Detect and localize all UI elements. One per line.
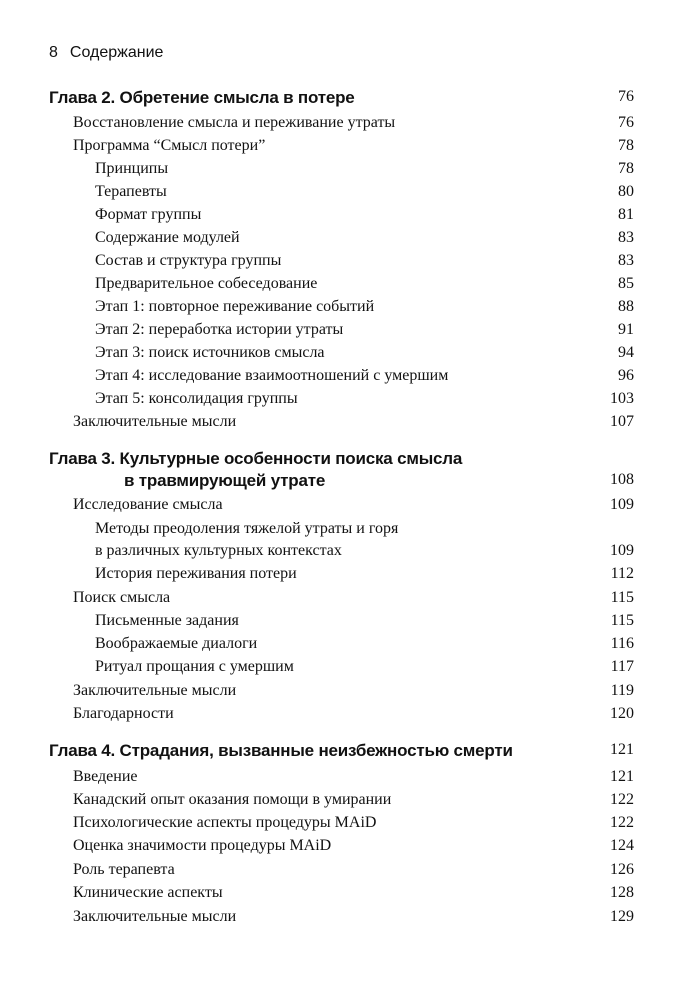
toc-page-number: 80 xyxy=(618,183,634,200)
toc-page-number: 109 xyxy=(610,496,634,513)
toc-subsection xyxy=(0,367,688,389)
toc-entry-text: в различных культурных контекстах xyxy=(95,542,342,559)
toc-subsection xyxy=(0,229,688,251)
toc-entry-text: Этап 2: переработка истории утраты xyxy=(95,321,344,338)
toc-entry-text: Глава 2. Обретение смысла в потере xyxy=(49,88,355,107)
toc-section xyxy=(0,682,688,704)
running-title: Содержание xyxy=(69,44,164,61)
toc-section xyxy=(0,884,688,906)
toc-subsection xyxy=(0,183,688,205)
toc-page-number: 107 xyxy=(610,413,634,430)
toc-page-number: 91 xyxy=(618,321,634,338)
toc-page-number: 122 xyxy=(610,791,634,808)
toc-entry-text: Принципы xyxy=(95,160,169,177)
toc-section xyxy=(0,908,688,930)
toc-section xyxy=(0,496,688,518)
toc-page-number: 94 xyxy=(618,344,634,361)
toc-page-number: 129 xyxy=(610,908,634,925)
toc-entry-text: Поиск смысла xyxy=(73,589,171,606)
toc-page-number: 76 xyxy=(618,114,634,131)
toc-entry-text: Терапевты xyxy=(95,183,167,200)
toc-entry-text: Заключительные мысли xyxy=(73,413,237,430)
toc-section xyxy=(0,814,688,836)
toc-entry-text: Этап 5: консолидация группы xyxy=(95,390,298,407)
toc-chapter xyxy=(0,741,688,763)
toc-page-number: 83 xyxy=(618,229,634,246)
toc-page-number: 81 xyxy=(618,206,634,223)
toc-subsection xyxy=(0,635,688,657)
toc-entry-text: Состав и структура группы xyxy=(95,252,282,269)
toc-entry-text: История переживания потери xyxy=(95,565,297,582)
toc-entry-text: Воображаемые диалоги xyxy=(95,635,258,652)
toc-entry-text: Восстановление смысла и переживание утраты xyxy=(73,114,396,131)
toc-page-number: 88 xyxy=(618,298,634,315)
toc-page-number: 112 xyxy=(610,565,634,582)
toc-section xyxy=(0,413,688,435)
toc-entry-text: в травмирующей утрате xyxy=(124,471,326,490)
toc-entry-text: Методы преодоления тяжелой утраты и горя xyxy=(95,520,399,537)
toc-section xyxy=(0,589,688,611)
toc-subsection xyxy=(0,206,688,228)
toc-entry-text: Предварительное собеседование xyxy=(95,275,318,292)
toc-subsection xyxy=(0,565,688,587)
toc-section xyxy=(0,837,688,859)
toc-section xyxy=(0,137,688,159)
toc-entry-text: Содержание модулей xyxy=(95,229,240,246)
toc-page-number: 83 xyxy=(618,252,634,269)
toc-page-number: 115 xyxy=(610,612,634,629)
toc-entry-text: Этап 4: исследование взаимоотношений с умершим xyxy=(95,367,449,384)
toc-page-number: 115 xyxy=(610,589,634,606)
toc-subsection xyxy=(0,321,688,343)
toc-entry-text: Введение xyxy=(73,768,138,785)
toc-entry-text: Формат группы xyxy=(95,206,202,223)
toc-entry-text: Программа “Смысл потери” xyxy=(73,137,266,154)
toc-entry-text: Клинические аспекты xyxy=(73,884,223,901)
toc-subsection xyxy=(0,520,688,542)
toc-subsection xyxy=(0,252,688,274)
toc-page-number: 78 xyxy=(618,160,634,177)
toc-entry-text: Глава 4. Страдания, вызванные неизбежностью смерти xyxy=(49,741,513,760)
toc-subsection xyxy=(0,275,688,297)
toc-section xyxy=(0,114,688,136)
toc-page-number: 96 xyxy=(618,367,634,384)
toc-page-number: 78 xyxy=(618,137,634,154)
toc-entry-text: Ритуал прощания с умершим xyxy=(95,658,294,675)
toc-section xyxy=(0,791,688,813)
toc-entry-text: Психологические аспекты процедуры MAiD xyxy=(73,814,377,831)
toc-entry-text: Исследование смысла xyxy=(73,496,223,513)
toc-page-number: 103 xyxy=(610,390,634,407)
page-number: 8 xyxy=(49,44,58,61)
toc-entry-text: Этап 1: повторное переживание событий xyxy=(95,298,375,315)
toc-page-number: 128 xyxy=(610,884,634,901)
toc-subsection xyxy=(0,298,688,320)
toc-page-number: 76 xyxy=(618,88,634,105)
toc-page-number: 85 xyxy=(618,275,634,292)
toc-entry-text: Письменные задания xyxy=(95,612,239,629)
toc-entry-text: Роль терапевта xyxy=(73,861,175,878)
toc-page-number: 121 xyxy=(610,768,634,785)
toc-page-number: 121 xyxy=(610,741,634,758)
toc-subsection xyxy=(0,612,688,634)
toc-section xyxy=(0,768,688,790)
toc-page-number: 109 xyxy=(610,542,634,559)
toc-page-number: 119 xyxy=(610,682,634,699)
toc-subsection xyxy=(0,344,688,366)
toc-chapter-continuation xyxy=(0,471,688,493)
toc-page-number: 117 xyxy=(610,658,634,675)
toc-subsection-continuation xyxy=(0,542,688,564)
toc-subsection xyxy=(0,390,688,412)
toc-page-number: 126 xyxy=(610,861,634,878)
toc-section xyxy=(0,861,688,883)
toc-subsection xyxy=(0,160,688,182)
toc-entry-text: Этап 3: поиск источников смысла xyxy=(95,344,325,361)
toc-entry-text: Оценка значимости процедуры MAiD xyxy=(73,837,332,854)
toc-chapter xyxy=(0,88,688,110)
toc-chapter xyxy=(0,449,688,471)
toc-page-number: 122 xyxy=(610,814,634,831)
toc-entry-text: Глава 3. Культурные особенности поиска смысла xyxy=(49,449,463,468)
toc-entry-text: Благодарности xyxy=(73,705,174,722)
toc-entry-text: Заключительные мысли xyxy=(73,908,237,925)
toc-entry-text: Заключительные мысли xyxy=(73,682,237,699)
toc-entry-text: Канадский опыт оказания помощи в умирании xyxy=(73,791,392,808)
toc-page-number: 124 xyxy=(610,837,634,854)
toc-page-number: 116 xyxy=(610,635,634,652)
toc-page-number: 108 xyxy=(610,471,634,488)
toc-subsection xyxy=(0,658,688,680)
toc-section xyxy=(0,705,688,727)
toc-page-number: 120 xyxy=(610,705,634,722)
